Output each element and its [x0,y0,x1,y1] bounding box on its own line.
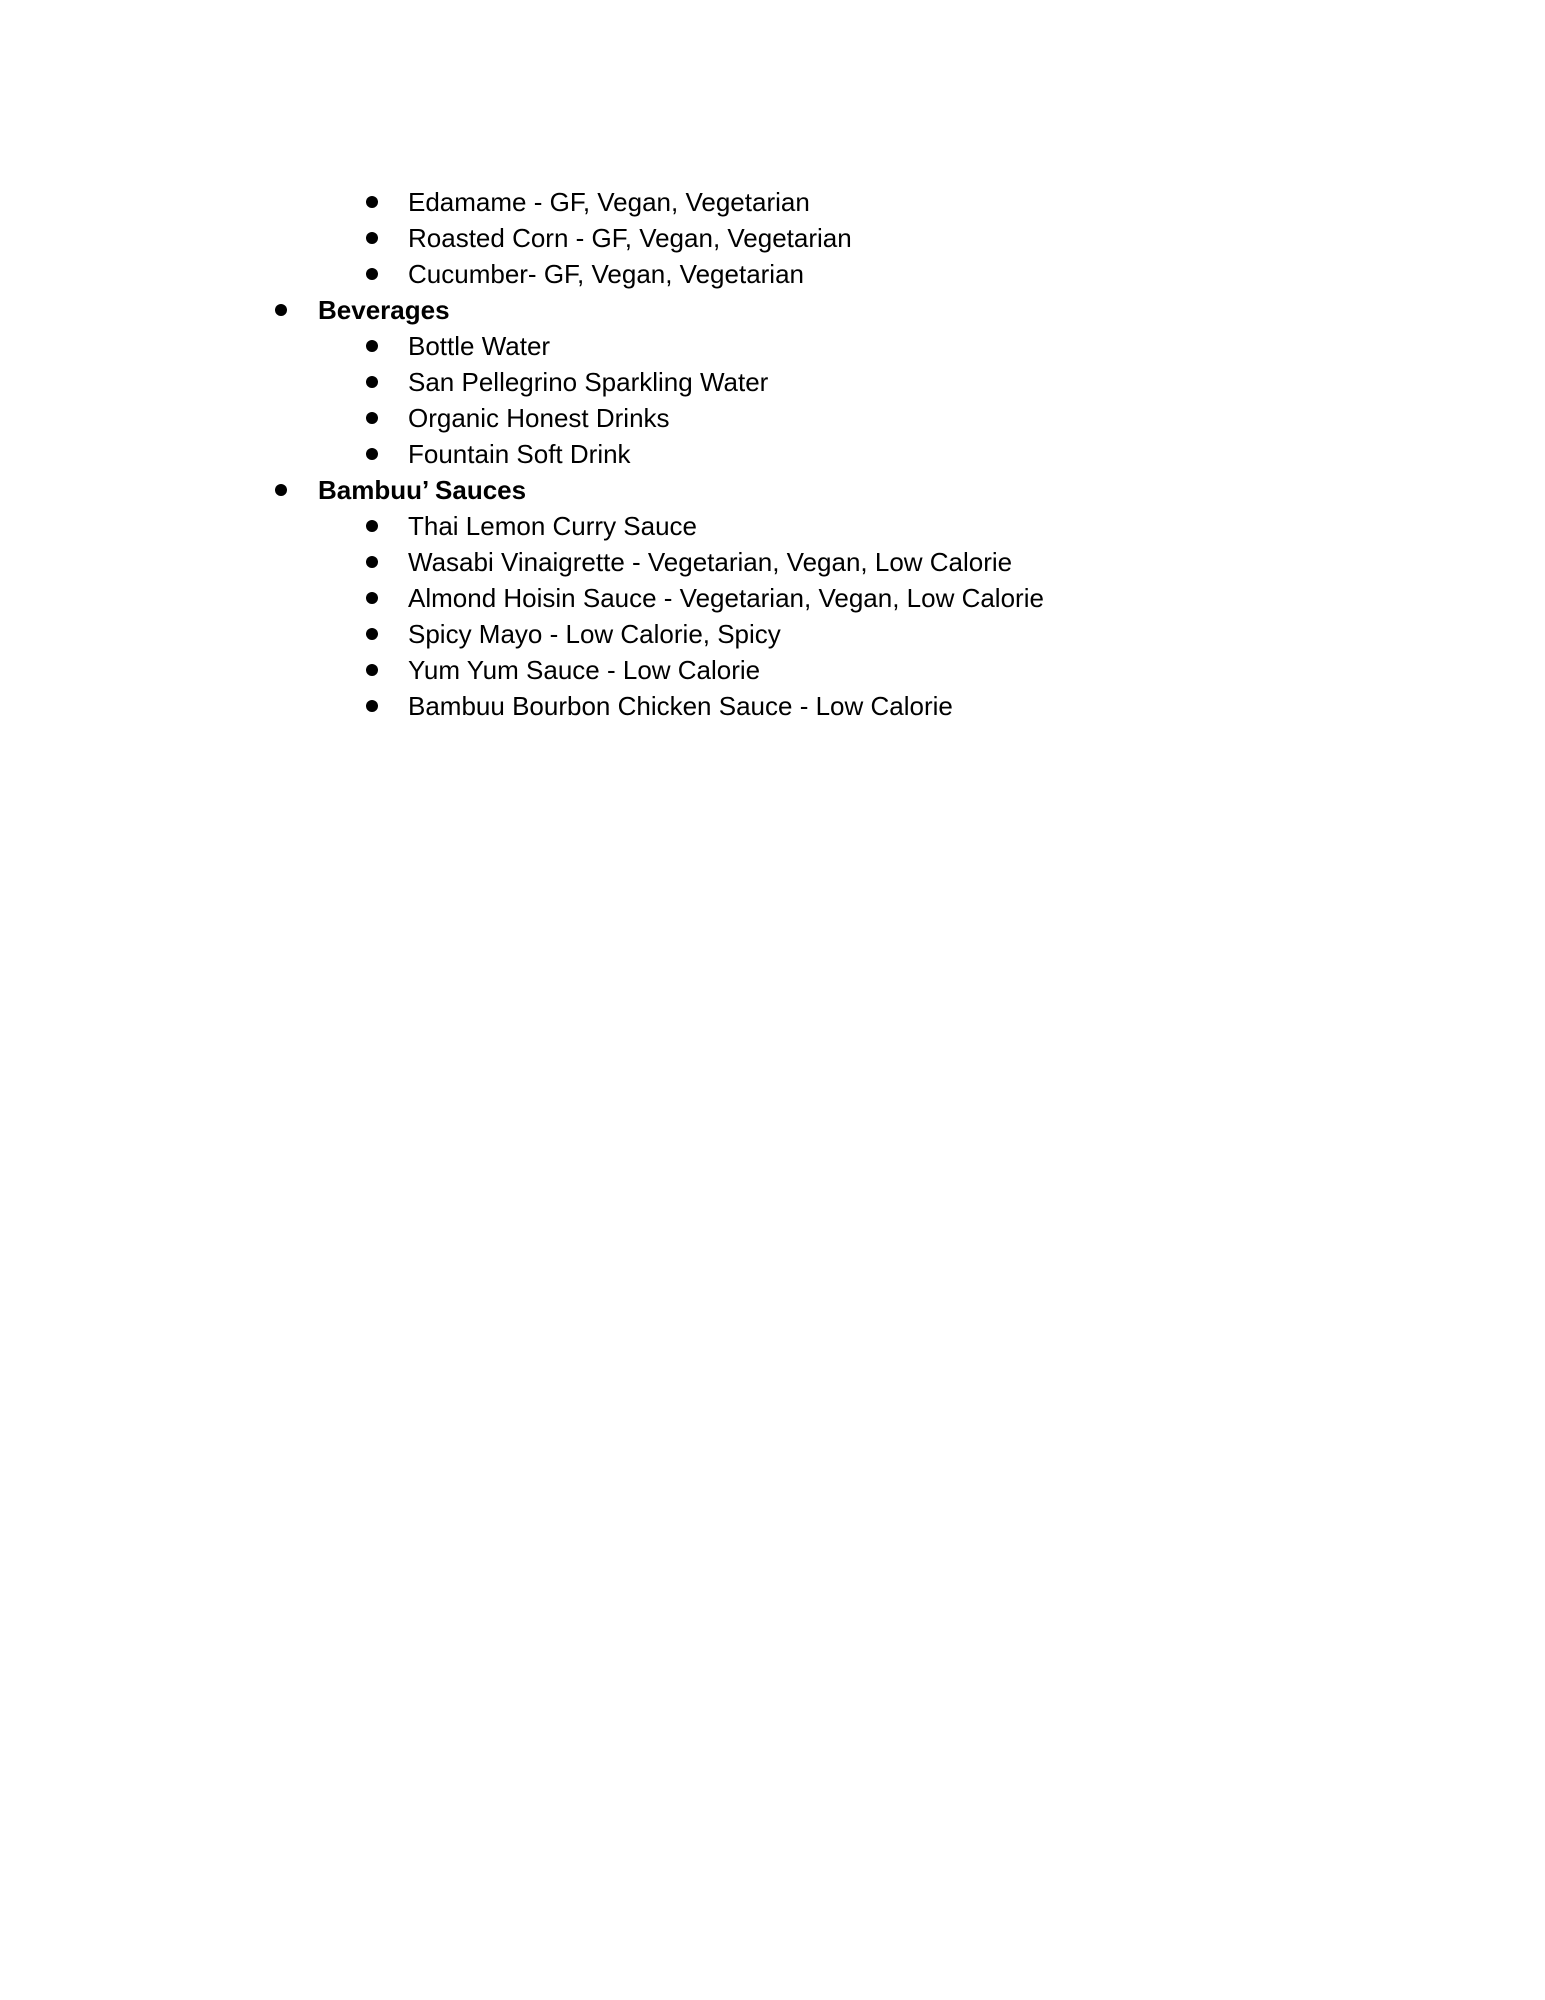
bullet-icon [366,628,378,640]
bullet-icon [366,268,378,280]
list-item [0,400,1545,436]
section-heading-sauces [0,472,1545,508]
bullet-icon [366,664,378,676]
bullet-icon [366,592,378,604]
list-item [0,508,1545,544]
list-item-text: San Pellegrino Sparkling Water [408,367,769,397]
bullet-icon [366,556,378,568]
list-item [0,220,1545,256]
list-item-text: Wasabi Vinaigrette - Vegetarian, Vegan, Low Calorie [408,547,1013,577]
list-item [0,688,1545,724]
list-item [0,184,1545,220]
menu-list [0,184,1545,724]
list-item-text: Spicy Mayo - Low Calorie, Spicy [408,619,781,649]
list-item [0,652,1545,688]
list-item-text: Edamame - GF, Vegan, Vegetarian [408,187,810,217]
list-item [0,580,1545,616]
list-item [0,256,1545,292]
bullet-icon [366,412,378,424]
bullet-icon [366,448,378,460]
list-item [0,328,1545,364]
section-heading-beverages [0,292,1545,328]
bullet-icon [366,520,378,532]
bullet-icon [366,376,378,388]
list-item-text: Fountain Soft Drink [408,439,631,469]
list-item-text: Bambuu Bourbon Chicken Sauce - Low Calorie [408,691,953,721]
bullet-icon [275,484,287,496]
bullet-icon [366,232,378,244]
bullet-icon [275,304,287,316]
list-item [0,436,1545,472]
list-item-text: Roasted Corn - GF, Vegan, Vegetarian [408,223,852,253]
list-item-text: Almond Hoisin Sauce - Vegetarian, Vegan, Low Calorie [408,583,1044,613]
bullet-icon [366,340,378,352]
list-item-text: Yum Yum Sauce - Low Calorie [408,655,761,685]
list-item-text: Bottle Water [408,331,551,361]
section-heading-text: Beverages [318,295,450,325]
list-item [0,364,1545,400]
bullet-icon [366,700,378,712]
list-item [0,616,1545,652]
list-item [0,544,1545,580]
list-item-text: Cucumber- GF, Vegan, Vegetarian [408,259,805,289]
section-heading-text: Bambuu’ Sauces [318,475,527,505]
list-item-text: Organic Honest Drinks [408,403,670,433]
list-item-text: Thai Lemon Curry Sauce [408,511,698,541]
bullet-icon [366,196,378,208]
